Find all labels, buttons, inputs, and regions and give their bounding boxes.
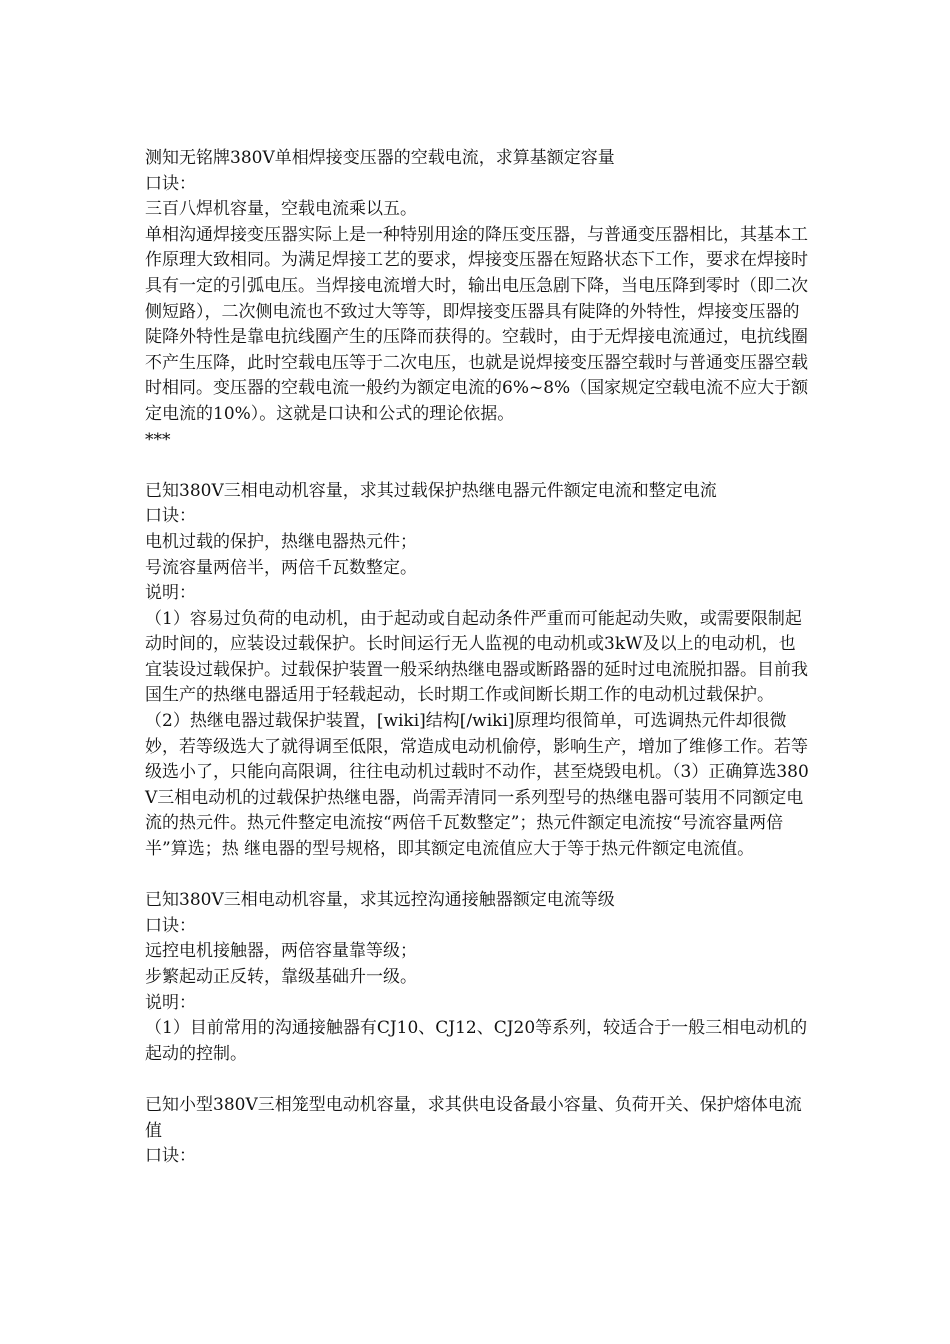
section-thermal-relay (145, 479, 810, 863)
kouj-label: 口诀： (145, 1146, 196, 1167)
separator: *** (145, 429, 171, 450)
kouj-line: 步繁起动正反转，靠级基础升一级。 (145, 967, 417, 987)
kouj-line: 三百八焊机容量，空载电流乘以五。 (145, 199, 417, 220)
paragraph: （2）热继电器过载保护装置，[wiki]结构[/wiki]原理均很简单，可选调热元件却很微妙，若等级选大了就得调至低限，常造成电动机偷停，影响生产，增加了维修工作。若等级选小了，只能向高限调，往往电动机过载时不动作，甚至烧毁电机。（3）正确算选380V三相电动机的过载保护热继电器，尚需弄清同一系列型号的热继电器可装用不同额定电流的热元件。热元件整定电流按“两倍千瓦数整定”；热元件额定电流按“号流容量两倍半”算选；热 继电器的型号规格，即其额定电流值应大于等于热元件额定电流值。 (145, 711, 809, 860)
paragraph: 单相沟通焊接变压器实际上是一种特别用途的降压变压器，与普通变压器相比，其基本工作原理大致相同。为满足焊接工艺的要求，焊接变压器在短路状态下工作，要求在焊接时具有一定的引弧电压。当焊接电流增大时，输出电压急剧下降，当电压降到零时（即二次侧短路），二次侧电流也不致过大等等，即焊接变压器具有陡降的外特性，焊接变压器的陡降外特性是靠电抗线圈产生的压降而获得的。空载时，由于无焊接电流通过，电抗线圈不产生压降，此时空载电压等于二次电压，也就是说焊接变压器空载时与普通变压器空载时相同。变压器的空载电流一般约为额定电流的6%~8%（国家规定空载电流不应大于额定电流的10%）。这就是口诀和公式的理论依据。 (145, 224, 809, 424)
section-contactor (145, 888, 810, 1067)
paragraph: （1）容易过负荷的电动机，由于起动或自起动条件严重而可能起动失败，或需要限制起动时间的，应装设过载保护。长时间运行无人监视的电动机或3kW及以上的电动机，也宜装设过载保护。过载保护装置一般采纳热继电器或断路器的延时过电流脱扣器。目前我国生产的热继电器适用于轻载起动，长时期工作或间断长期工作的电动机过载保护。 (145, 608, 808, 706)
kouj-label: 口诀： (145, 915, 196, 936)
spacer (145, 453, 810, 479)
note-label: 说明： (145, 992, 196, 1013)
note-label: 说明： (145, 583, 196, 604)
section-title: 测知无铭牌380V单相焊接变压器的空载电流，求算基额定容量 (145, 148, 615, 168)
kouj-line: 电机过载的保护，热继电器热元件； (145, 531, 417, 552)
paragraph: （1）目前常用的沟通接触器有CJ10、CJ12、CJ20等系列，较适合于一般三相电动机的起动的控制。 (145, 1018, 808, 1064)
document-page (145, 146, 810, 1170)
kouj-line: 远控电机接触器，两倍容量靠等级； (145, 941, 417, 962)
kouj-label: 口诀： (145, 173, 196, 194)
section-supply-equipment (145, 1093, 810, 1170)
spacer (145, 863, 810, 889)
spacer (145, 1067, 810, 1093)
section-title: 已知380V三相电动机容量，求其远控沟通接触器额定电流等级 (145, 890, 615, 911)
section-welding-transformer (145, 146, 810, 453)
kouj-label: 口诀： (145, 506, 196, 527)
section-title: 已知小型380V三相笼型电动机容量，求其供电设备最小容量、负荷开关、保护熔体电流值 (145, 1094, 802, 1141)
kouj-line: 号流容量两倍半，两倍千瓦数整定。 (145, 557, 417, 578)
section-title: 已知380V三相电动机容量，求其过载保护热继电器元件额定电流和整定电流 (145, 480, 717, 501)
